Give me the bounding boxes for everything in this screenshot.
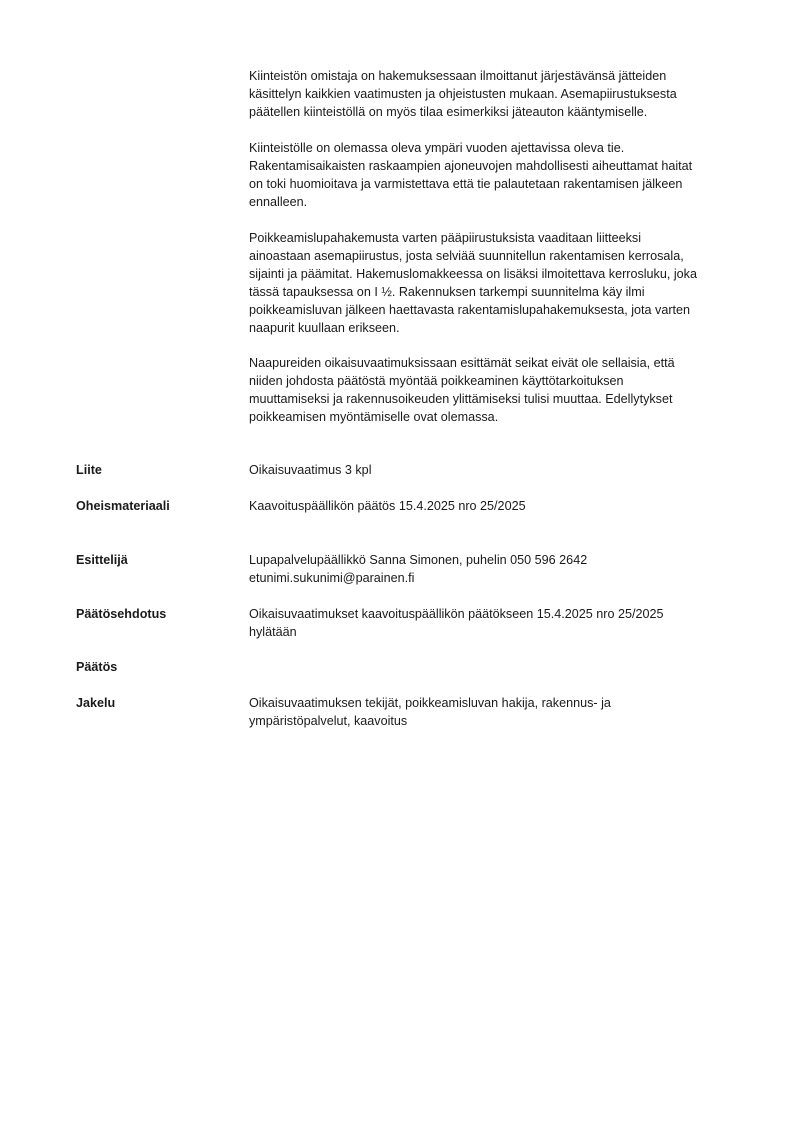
paragraph-road-access: Kiinteistölle on olemassa oleva ympäri vuoden ajettavissa oleva tie. Rakentamisaikaisten raskaampien ajoneuvojen mahdollisesti aiheuttamat haitat on toki huomioitava ja varmistettava että tie palautetaan rakentamisen jälkeen ennalleen.	[249, 141, 693, 209]
esittelija-label: Esittelijä	[76, 553, 128, 567]
liite-label: Liite	[76, 463, 102, 477]
esittelija-value: Lupapalvelupäällikkö Sanna Simonen, puhelin 050 596 2642 etunimi.sukunimi@parainen.fi	[249, 553, 588, 585]
jakelu-value: Oikaisuvaatimuksen tekijät, poikkeamisluvan hakija, rakennus- ja ympäristöpalvelut, kaavoitus	[249, 696, 611, 728]
jakelu-label: Jakelu	[76, 696, 116, 710]
paatosehdotus-value: Oikaisuvaatimukset kaavoituspäällikön päätökseen 15.4.2025 nro 25/2025 hylätään	[249, 607, 664, 639]
paatosehdotus-label: Päätösehdotus	[76, 607, 167, 621]
paatos-label: Päätös	[76, 660, 118, 674]
paragraph-application-drawings: Poikkeamislupahakemusta varten pääpiirustuksista vaaditaan liitteeksi ainoastaan asemapiirustus, josta selviää suunnitellun rakentamisen kerrosala, sijainti ja päämitat. Hakemuslomakkeessa on lisäksi ilmoitettava kerrosluku, joka tässä tapauksessa on I ½. Rakennuksen tarkempi suunnitelma käy ilmi poikkeamisluvan jälkeen haettavasta rakentamislupahakemuksesta, jota varten naapurit kuullaan erikseen.	[249, 231, 697, 335]
oheismateriaali-label: Oheismateriaali	[76, 499, 170, 513]
paragraph-neighbours-claims: Naapureiden oikaisuvaatimuksissaan esittämät seikat eivät ole sellaisia, että niiden johdosta päätöstä myöntää poikkeaminen käyttötarkoituksen muuttamiseksi ja rakennusoikeuden ylittämiseksi tulisi muuttaa. Edellytykset poikkeamisen myöntämiselle ovat olemassa.	[249, 356, 675, 424]
oheismateriaali-value: Kaavoituspäällikön päätös 15.4.2025 nro 25/2025	[249, 499, 526, 513]
liite-value: Oikaisuvaatimus 3 kpl	[249, 463, 372, 477]
paragraph-waste-handling: Kiinteistön omistaja on hakemuksessaan ilmoittanut järjestävänsä jätteiden käsittelyn kaikkien vaatimusten ja ohjeistusten mukaan. Asemapiirustuksesta päätellen kiinteistöllä on myös tilaa esimerkiksi jäteauton kääntymiselle.	[249, 69, 677, 119]
